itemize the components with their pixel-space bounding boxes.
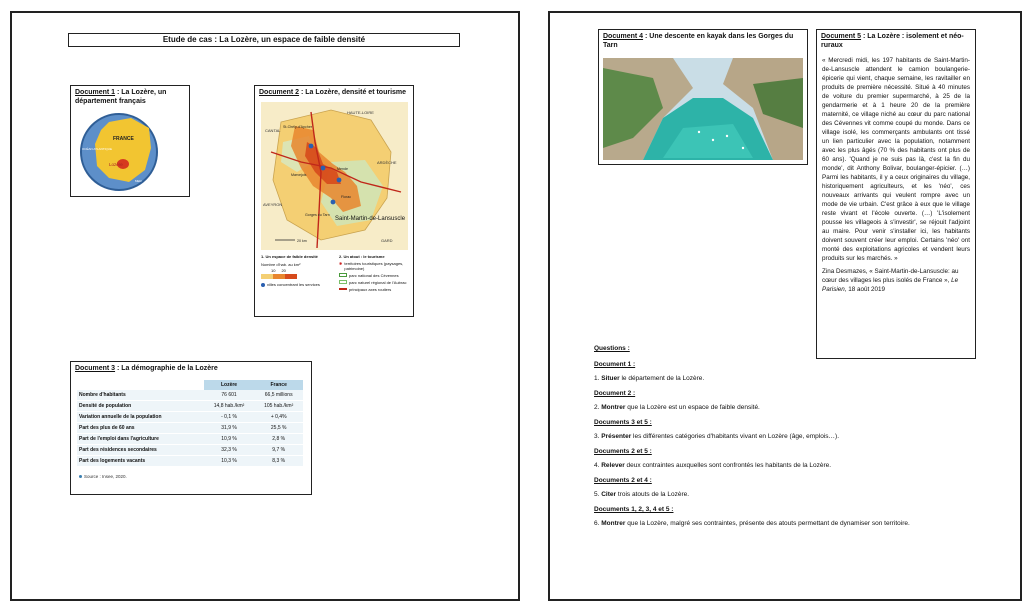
question-item: Documents 1, 2, 3, 4 et 5 : 6. Montrer que la Lozère, malgré ses contraintes, présente des atouts permettant de dynamiser son territoire. bbox=[594, 506, 910, 527]
document-1 bbox=[70, 85, 190, 197]
legend-density-20: 20 bbox=[281, 268, 286, 273]
park-swatch-icon bbox=[339, 273, 347, 277]
map-label-lozere: Lozère bbox=[109, 162, 123, 167]
legend-parc-cevennes: parc national des Cévennes bbox=[349, 273, 399, 278]
table-row: Densité de population 14,8 hab./km² 105 hab./km² bbox=[77, 401, 303, 412]
legend-routes: principaux axes routiers bbox=[349, 287, 392, 292]
worksheet-page-1 bbox=[10, 11, 520, 601]
document-4 bbox=[598, 29, 808, 165]
table-row: Nombre d'habitants 76 601 66,5 millions bbox=[77, 390, 303, 401]
question-item: Documents 2 et 4 : 5. Citer trois atouts de la Lozère. bbox=[594, 477, 690, 498]
map-label-aveyron: AVEYRON bbox=[263, 202, 283, 207]
map-label-ocean: OCÉAN ATLANTIQUE bbox=[82, 147, 112, 151]
map-label-mende: Mende bbox=[337, 167, 348, 171]
article-quote: « Mercredi midi, les 197 habitants de Saint-Martin-de-Lansuscle attendent le camion boulangerie-épicerie qui vient, chaque semaine, les ravitailler en produits de première nécessité. Situé à 40 minutes de voiture du premier supermarché, à 25 de la gendarmerie et à 1 heure 20 de la première maternité, ce village niché au cœur du parc national des Cévennes vit comme coupé du monde. Dans ce village isolé, les commerçants ambulants ont tissé un lien particulier avec la population, notamment avec les plus âgés (70 % des habitants ont plus de 60 ans). 'Quand je ne suis pas là, c'est la fin du monde', dit Anthony Bolivar, boulanger-épicier. (…) Parmi les habitants, il y a ceux originaires du village, historiquement agriculteurs, et les 'néo', ces nouveaux arrivants qui veulent rompre avec un mode de vie urbain. C'est grâce à eux que le village reste vivant et l'école ouverte. (…) 'L'isolement pousse les villageois à s'investir', se réjouit l'adjoint au maire. Pour venir s'installer ici, les habitants doivent souvent créer leur emploi. Certains 'néo' ont monté des exploitations agricoles et vendent leurs produits sur les marchés. » bbox=[822, 57, 970, 262]
star-icon: ✱ bbox=[339, 261, 343, 266]
worksheet-page-2 bbox=[548, 11, 1022, 601]
map-label-st-chely: St-Chély-d'Apcher bbox=[283, 125, 313, 129]
kayak-gorges-photo bbox=[603, 58, 803, 160]
legend-villes: villes concentrant les services bbox=[267, 282, 320, 287]
map-label-cantal: CANTAL bbox=[265, 128, 281, 133]
road-line-icon bbox=[339, 288, 347, 290]
map-label-sea: MER bbox=[135, 179, 142, 183]
map-label-marvejols: Marvejols bbox=[291, 173, 307, 177]
question-item: Documents 3 et 5 : 3. Présenter les différentes catégories d'habitants vivant en Lozère (âge, emplois…). bbox=[594, 419, 840, 440]
table-row: Part des plus de 60 ans 31,9 % 25,5 % bbox=[77, 423, 303, 434]
map-label-saint-martin: Saint-Martin-de-Lansuscle bbox=[335, 216, 406, 222]
question-item: Documents 2 et 5 : 4. Relever deux contraintes auxquelles sont confrontés les habitants de la Lozère. bbox=[594, 448, 832, 469]
table-source: Source : Insee, 2020. bbox=[79, 474, 127, 479]
legend-col1-title: 1. Un espace de faible densité bbox=[261, 254, 318, 259]
document-3 bbox=[70, 361, 312, 495]
document-2-heading: Document 2 : La Lozère, densité et tourisme bbox=[259, 89, 407, 96]
document-4-heading: Document 4 : Une descente en kayak dans les Gorges du Tarn bbox=[603, 33, 794, 49]
map-legend bbox=[261, 254, 411, 316]
column-header-france: France bbox=[254, 380, 303, 390]
document-2 bbox=[254, 85, 414, 317]
map-label-gard: GARD bbox=[381, 238, 393, 243]
france-locator-map bbox=[79, 108, 183, 194]
map-label-ardeche: ARDÈCHE bbox=[377, 160, 397, 165]
park-swatch-icon bbox=[339, 280, 347, 284]
legend-sites: territoires touristiques (paysages, patrimoine) bbox=[344, 261, 404, 271]
table-row: Variation annuelle de la population - 0,1 % + 0,4% bbox=[77, 412, 303, 423]
demography-table bbox=[77, 380, 303, 467]
column-header-lozere: Lozère bbox=[204, 380, 255, 390]
city-dot-icon bbox=[261, 283, 265, 287]
table-row: Part des résidences secondaires 32,3 % 9,7 % bbox=[77, 445, 303, 456]
legend-density-10: 10 bbox=[271, 268, 276, 273]
question-item: Document 1 : 1. Situer le département de la Lozère. bbox=[594, 361, 705, 382]
legend-parc-aubrac: parc naturel régional de l'Aubrac bbox=[349, 280, 407, 285]
questions-heading: Questions : bbox=[594, 345, 630, 352]
map-label-haute-loire: HAUTE-LOIRE bbox=[347, 110, 374, 115]
table-row: Part des logements vacants 10,3 % 8,3 % bbox=[77, 456, 303, 467]
article-citation: Zina Desmazes, « Saint-Martin-de-Lansuscle: au cœur des villages les plus isolés de France », Le Parisien, 18 août 2019 bbox=[822, 268, 959, 293]
legend-col2-title: 2. Un atout : le tourisme bbox=[339, 254, 385, 259]
table-row: Part de l'emploi dans l'agriculture 10,9 % 2,8 % bbox=[77, 434, 303, 445]
legend-density-scale bbox=[261, 274, 333, 279]
lozere-density-map bbox=[261, 102, 408, 250]
map-scale: 20 km bbox=[297, 239, 307, 243]
legend-density-label: Nombre d'hab. au km² bbox=[261, 262, 301, 267]
map-label-france: FRANCE bbox=[113, 136, 134, 142]
map-label-florac: Florac bbox=[341, 195, 351, 199]
document-3-heading: Document 3 : La démographie de la Lozère bbox=[75, 365, 218, 372]
document-1-heading: Document 1 : La Lozère, un département français bbox=[75, 89, 167, 105]
question-item: Document 2 : 2. Montrer que la Lozère est un espace de faible densité. bbox=[594, 390, 760, 411]
map-label-gorges: Gorges du Tarn bbox=[305, 213, 330, 217]
questions-section bbox=[594, 345, 974, 535]
document-5 bbox=[816, 29, 976, 359]
page-title: Etude de cas : La Lozère, un espace de faible densité bbox=[68, 33, 460, 47]
document-5-heading: Document 5 : La Lozère : isolement et néo-ruraux bbox=[821, 33, 964, 49]
